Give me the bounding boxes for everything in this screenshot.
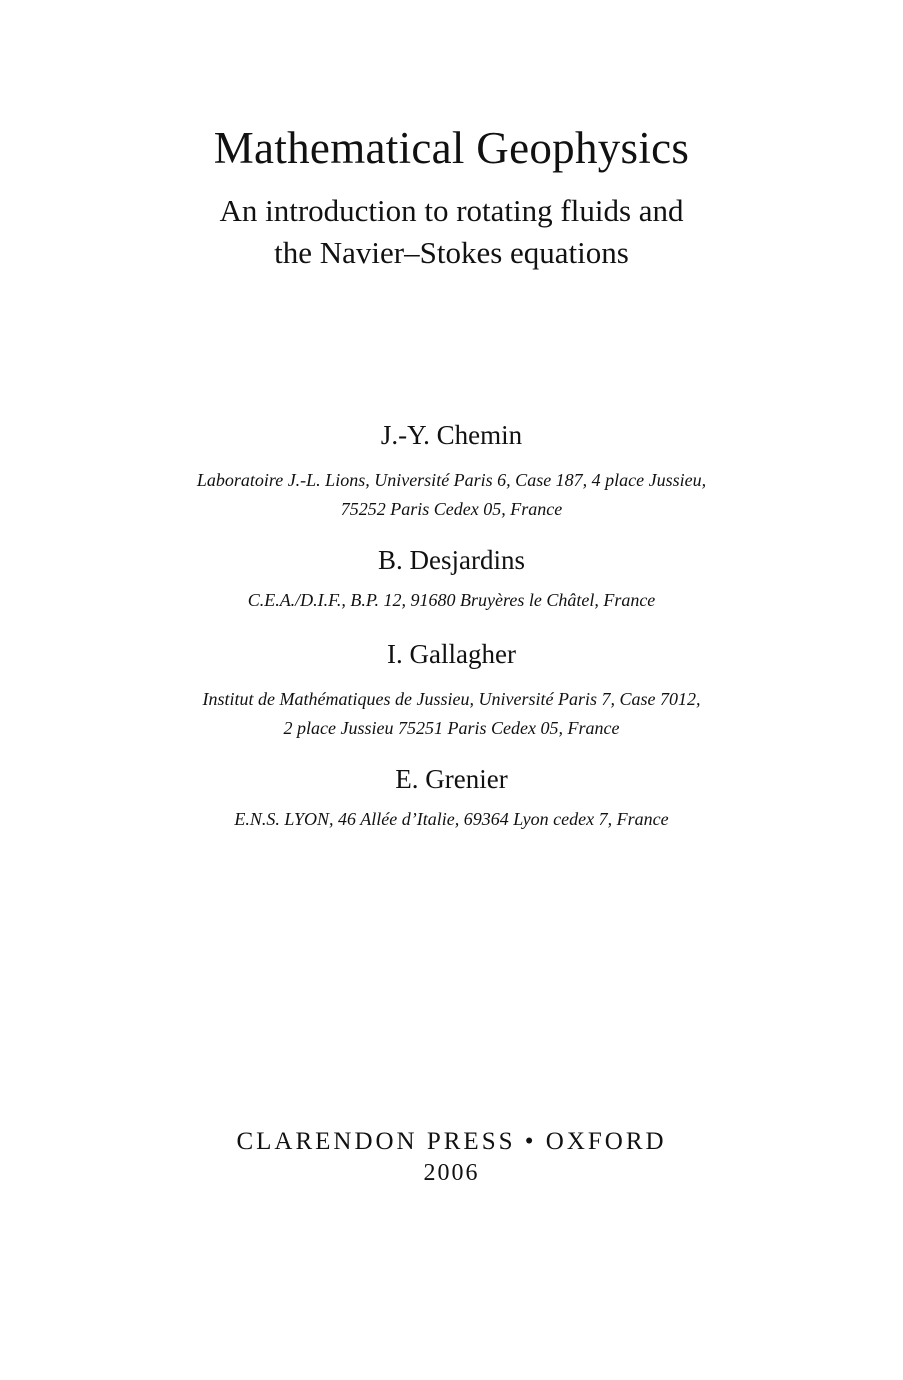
author-affiliation: E.N.S. LYON, 46 Allée d’Italie, 69364 Lyon cedex 7, France <box>234 809 669 829</box>
publication-year: 2006 <box>423 1160 480 1186</box>
author-affiliation: Institut de Mathématiques de Jussieu, Université Paris 7, Case 7012, <box>202 689 701 709</box>
publisher: CLARENDON PRESS • OXFORD <box>236 1128 667 1155</box>
author-affiliation: 75252 Paris Cedex 05, France <box>340 499 563 519</box>
book-title: Mathematical Geophysics <box>213 123 690 173</box>
author-name: E. Grenier <box>395 764 508 794</box>
subtitle-line-1: An introduction to rotating fluids and <box>219 193 684 228</box>
author-name: J.-Y. Chemin <box>380 420 523 450</box>
author-name: I. Gallagher <box>387 639 516 669</box>
author-affiliation: 2 place Jussieu 75251 Paris Cedex 05, France <box>283 718 620 738</box>
author-affiliation: Laboratoire J.-L. Lions, Université Paris 6, Case 187, 4 place Jussieu, <box>196 470 707 490</box>
subtitle-line-2: the Navier–Stokes equations <box>274 235 629 270</box>
author-affiliation: C.E.A./D.I.F., B.P. 12, 91680 Bruyères le Châtel, France <box>247 590 656 610</box>
author-name: B. Desjardins <box>378 545 525 575</box>
